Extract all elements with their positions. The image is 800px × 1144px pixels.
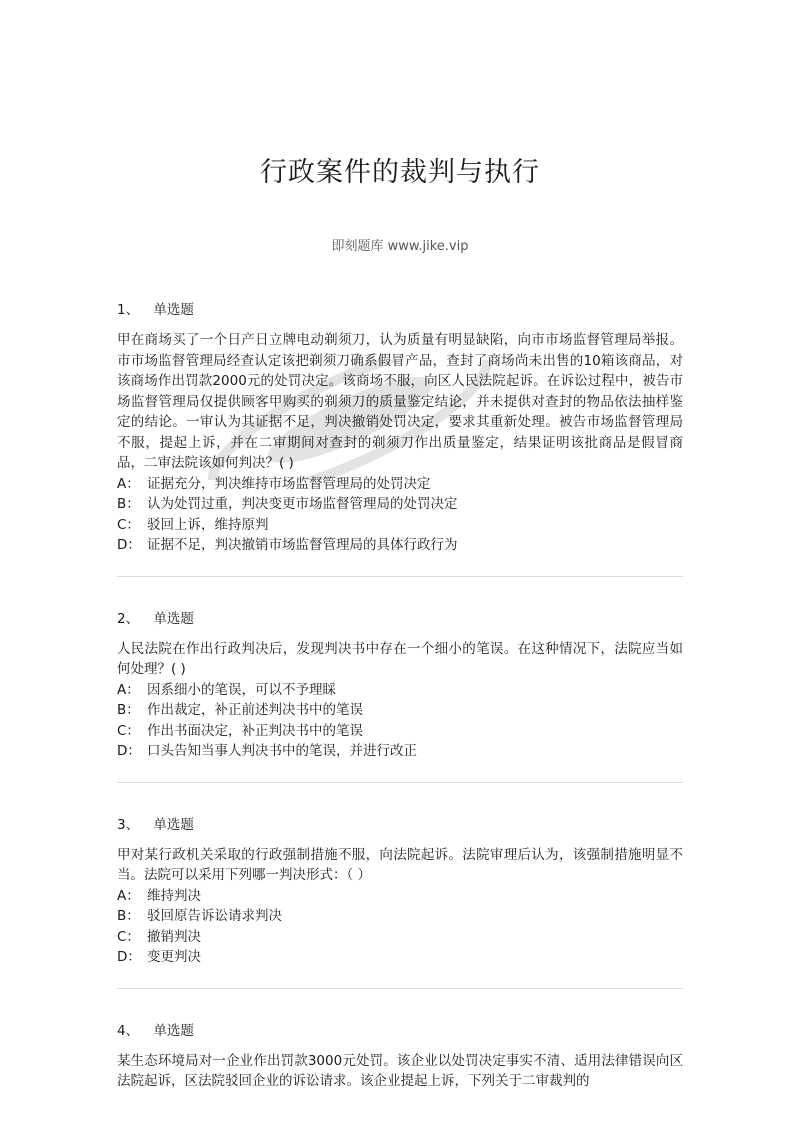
option-text: 撤销判决: [147, 928, 201, 945]
question-number: 3、: [117, 816, 140, 833]
document-subtitle: 即刻题库 www.jike.vip: [331, 239, 469, 254]
option-d[interactable]: [117, 535, 683, 556]
question-number: 4、: [117, 1022, 140, 1039]
option-label: C：: [117, 722, 140, 739]
option-text: 维持判决: [147, 887, 201, 904]
option-label: A：: [117, 475, 140, 492]
option-d[interactable]: [117, 741, 683, 762]
question-item: [117, 815, 683, 989]
option-list: [117, 886, 683, 968]
option-list: [117, 680, 683, 762]
option-label: B：: [117, 702, 140, 718]
option-b[interactable]: [117, 494, 683, 515]
question-item: [117, 300, 683, 577]
question-text: 甲在商场买了一个日产日立牌电动剃须刀，认为质量有明显缺陷，向市市场监督管理局举报。市市场监督管理局经查认定该把剃须刀确系假冒产品，查封了商场尚未出售的10箱该商品，对该商场作出罚款2000元的处罚决定。该商场不服，向区人民法院起诉。在诉讼过程中，被告市场监督管理局仅提供顾客甲购买的剃须刀的质量鉴定结论，并未提供对查封的物品依法抽样鉴定的结论。一审认为其证据不足，判决撤销处罚决定，要求其重新处理。被告市场监督管理局不服，提起上诉，并在二审期间对查封的剃须刀作出质量鉴定，结果证明该批商品是假冒商品，二审法院该如何判决？( ): [117, 332, 683, 471]
option-label: C：: [117, 928, 140, 945]
option-text: 证据不足，判决撤销市场监督管理局的具体行政行为: [147, 537, 458, 553]
question-list: [117, 300, 683, 1144]
option-d[interactable]: [117, 947, 683, 968]
option-text: 驳回上诉，维持原判: [147, 516, 269, 533]
option-list: [117, 474, 683, 556]
question-header: [117, 1021, 683, 1041]
question-header: [117, 609, 683, 629]
option-c[interactable]: [117, 721, 683, 742]
question-number: 2、: [117, 610, 140, 627]
question-text: 人民法院在作出行政判决后，发现判决书中存在一个细小的笔误。在这种情况下，法院应当如何处理？( ): [117, 640, 683, 677]
option-label: D：: [117, 949, 141, 965]
option-a[interactable]: [117, 474, 683, 495]
option-text: 因系细小的笔误，可以不予理睬: [147, 681, 336, 698]
question-item: [117, 1021, 683, 1112]
option-c[interactable]: [117, 927, 683, 948]
question-type: 单选题: [153, 816, 194, 833]
question-type: 单选题: [153, 1022, 194, 1039]
option-label: D：: [117, 743, 141, 759]
option-a[interactable]: [117, 680, 683, 701]
option-label: C：: [117, 516, 140, 533]
option-label: D：: [117, 537, 141, 553]
option-label: B：: [117, 496, 140, 512]
option-a[interactable]: [117, 886, 683, 907]
option-b[interactable]: [117, 700, 683, 721]
option-text: 口头告知当事人判决书中的笔误，并进行改正: [147, 743, 417, 759]
question-item: [117, 609, 683, 783]
question-header: [117, 815, 683, 835]
option-text: 作出裁定，补正前述判决书中的笔误: [147, 702, 363, 718]
option-text: 证据充分，判决维持市场监督管理局的处罚决定: [147, 475, 431, 492]
option-label: A：: [117, 887, 140, 904]
option-text: 驳回原告诉讼请求判决: [147, 908, 282, 924]
question-text: 某生态环境局对一企业作出罚款3000元处罚。该企业以处罚决定事实不清、适用法律错误向区法院起诉，区法院驳回企业的诉讼请求。该企业提起上诉，下列关于二审裁判的: [117, 1052, 683, 1089]
question-type: 单选题: [153, 610, 194, 627]
question-type: 单选题: [153, 302, 194, 318]
option-label: A：: [117, 681, 140, 698]
question-number: 1、: [117, 302, 140, 318]
option-text: 作出书面决定，补正判决书中的笔误: [147, 722, 363, 739]
option-label: B：: [117, 908, 140, 924]
question-header: [117, 300, 683, 320]
option-text: 认为处罚过重，判决变更市场监督管理局的处罚决定: [147, 496, 458, 512]
question-text: 甲对某行政机关采取的行政强制措施不服，向法院起诉。法院审理后认为，该强制措施明显不当。法院可以采用下列哪一判决形式：（ ）: [117, 846, 683, 883]
document-title: 行政案件的裁判与执行: [260, 157, 540, 188]
option-text: 变更判决: [147, 949, 201, 965]
option-b[interactable]: [117, 906, 683, 927]
option-c[interactable]: [117, 515, 683, 536]
